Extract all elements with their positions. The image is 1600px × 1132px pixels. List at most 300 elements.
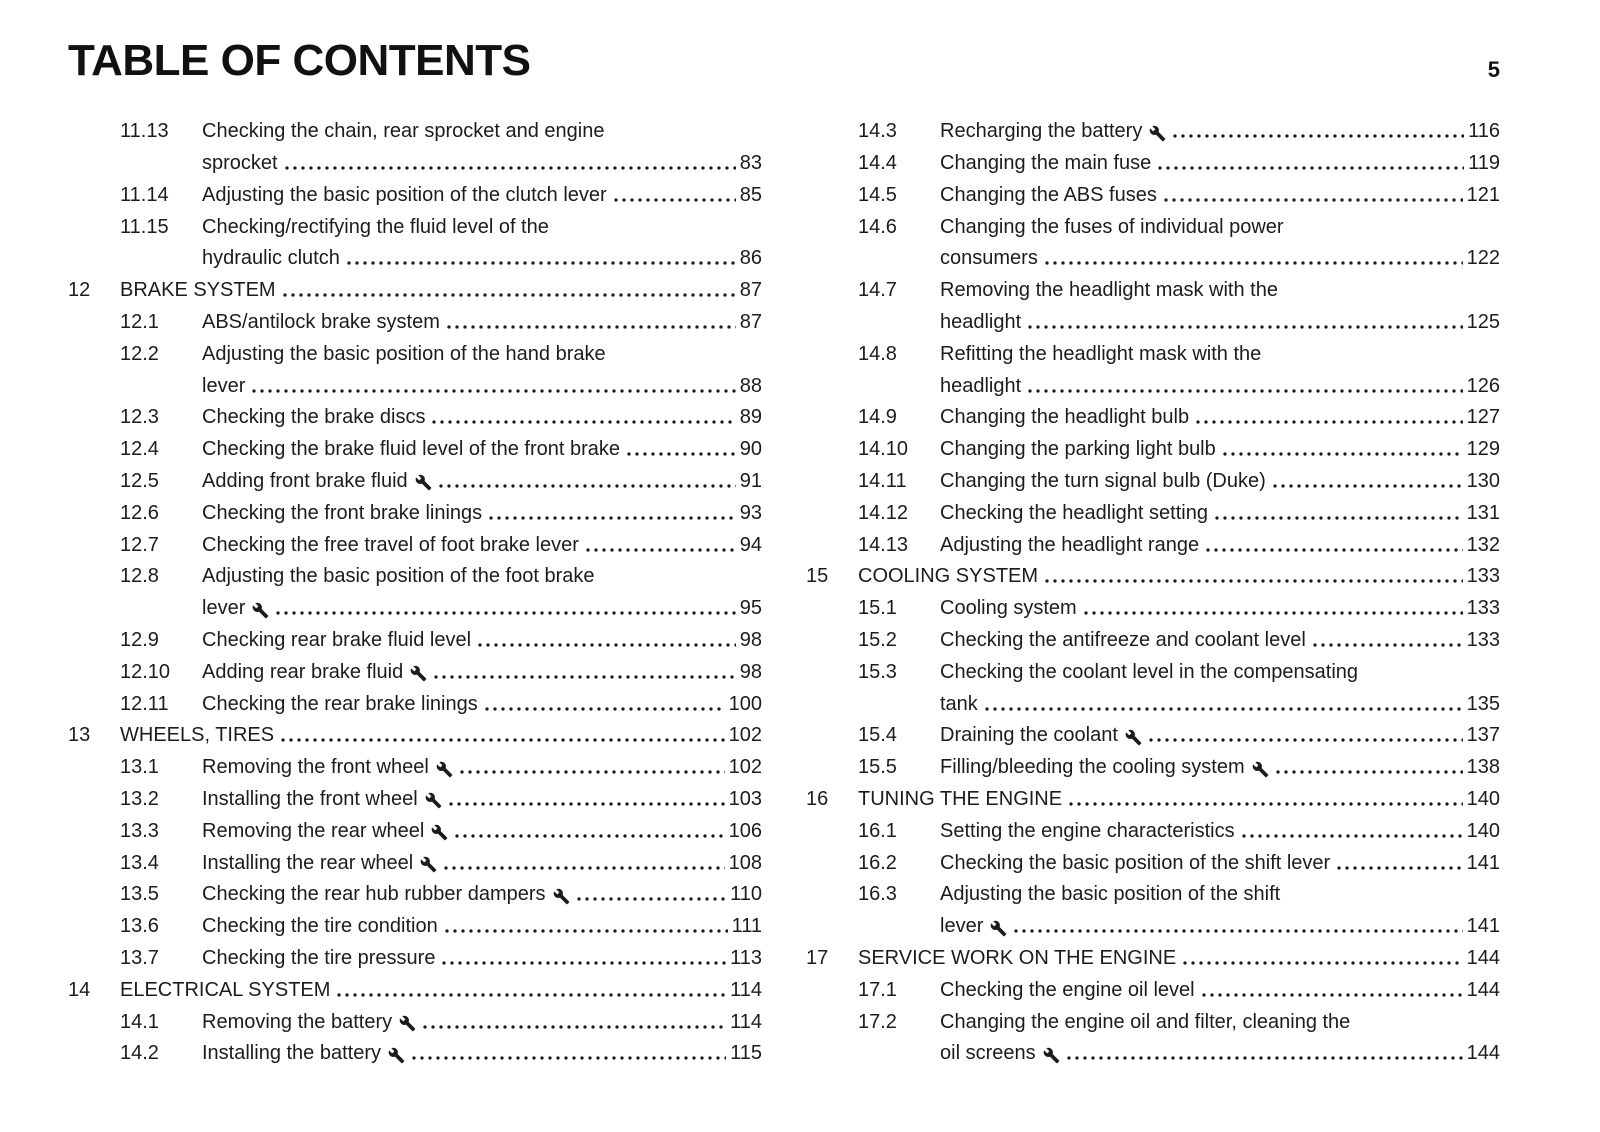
entry-title: Changing the main fuse <box>940 151 1152 174</box>
dot-leader <box>1221 452 1463 456</box>
entry-body <box>202 625 762 657</box>
dot-leader <box>410 1056 726 1060</box>
entry-page-number: 111 <box>731 915 762 938</box>
entry-number: 14.8 <box>858 342 897 365</box>
entry-number: 12.8 <box>120 565 159 588</box>
toc-section-entry <box>68 625 762 657</box>
entry-title: Adding front brake fluid <box>202 469 408 492</box>
toc-section-entry <box>806 1007 1500 1071</box>
toc-section-entry <box>806 593 1500 625</box>
dot-leader <box>274 611 735 615</box>
entry-page-number: 88 <box>739 374 762 397</box>
entry-title: lever <box>202 597 246 620</box>
entry-title: Cooling system <box>940 597 1077 620</box>
toc-chapter-entry <box>68 275 762 307</box>
entry-page-number: 90 <box>739 438 762 461</box>
entry-title: Adjusting the basic position of the hand brake <box>202 342 606 365</box>
entry-title: WHEELS, TIRES <box>120 724 275 747</box>
entry-number: 13 <box>68 724 91 747</box>
entry-body <box>202 784 762 816</box>
entry-title: Checking the rear brake linings <box>202 692 478 715</box>
toc-section-entry <box>68 1038 762 1070</box>
entry-body <box>120 720 762 752</box>
entry-title: Setting the engine characteristics <box>940 819 1235 842</box>
wrench-icon <box>420 856 437 873</box>
entry-body <box>940 593 1500 625</box>
dot-leader <box>483 707 725 711</box>
entry-title: Changing the engine oil and filter, cleaning the <box>940 1010 1351 1033</box>
dot-leader <box>584 548 736 552</box>
wrench-icon <box>431 824 448 841</box>
toc-section-entry <box>806 720 1500 752</box>
toc-section-entry <box>68 498 762 530</box>
entry-body <box>202 466 762 498</box>
dot-leader <box>437 484 736 488</box>
dot-leader <box>625 452 736 456</box>
entry-body <box>202 943 762 975</box>
entry-body <box>202 1038 762 1070</box>
entry-page-number: 93 <box>739 501 762 524</box>
entry-number: 13.2 <box>120 787 159 810</box>
entry-title: Changing the fuses of individual power <box>940 215 1284 238</box>
entry-title: Checking the antifreeze and coolant level <box>940 628 1306 651</box>
dot-leader <box>1271 484 1463 488</box>
dot-leader <box>430 420 735 424</box>
entry-body <box>858 943 1500 975</box>
entry-body <box>940 180 1500 212</box>
entry-title: Removing the front wheel <box>202 756 429 779</box>
entry-page-number: 100 <box>728 692 762 715</box>
entry-title: Adjusting the basic position of the clutch lever <box>202 183 607 206</box>
entry-body <box>940 434 1500 466</box>
entry-title: Changing the parking light bulb <box>940 438 1216 461</box>
toc-section-entry <box>806 180 1500 212</box>
entry-number: 16 <box>806 787 829 810</box>
entry-body <box>940 116 1500 148</box>
toc-section-entry <box>806 752 1500 784</box>
entry-page-number: 130 <box>1466 469 1500 492</box>
dot-leader <box>1012 929 1462 933</box>
entry-number: 12.10 <box>120 660 171 683</box>
entry-number: 12.1 <box>120 310 159 333</box>
toc-section-entry <box>68 212 762 276</box>
entry-title: SERVICE WORK ON THE ENGINE <box>858 946 1177 969</box>
entry-number: 15.2 <box>858 628 897 651</box>
entry-page-number: 133 <box>1466 628 1500 651</box>
entry-body <box>202 561 762 625</box>
entry-number: 12.3 <box>120 406 159 429</box>
dot-leader <box>250 389 735 393</box>
entry-page-number: 119 <box>1468 151 1500 174</box>
entry-title: sprocket <box>202 151 278 174</box>
entry-number: 12.5 <box>120 469 159 492</box>
toc-section-entry <box>68 911 762 943</box>
entry-title: Removing the rear wheel <box>202 819 425 842</box>
entry-number: 12.6 <box>120 501 159 524</box>
entry-number: 12.9 <box>120 628 159 651</box>
entry-body <box>940 975 1500 1007</box>
dot-leader <box>432 675 736 679</box>
entry-title: ABS/antilock brake system <box>202 310 440 333</box>
entry-title: Draining the coolant <box>940 724 1118 747</box>
wrench-icon <box>388 1047 405 1064</box>
entry-number: 14.7 <box>858 279 897 302</box>
entry-page-number: 125 <box>1466 310 1500 333</box>
entry-page-number: 113 <box>730 946 762 969</box>
entry-page-number: 89 <box>739 406 762 429</box>
dot-leader <box>1274 770 1463 774</box>
entry-body <box>858 784 1500 816</box>
toc-section-entry <box>806 816 1500 848</box>
entry-page-number: 135 <box>1466 692 1500 715</box>
entry-body <box>940 275 1500 339</box>
entry-number: 14.12 <box>858 501 909 524</box>
dot-leader <box>612 198 736 202</box>
entry-page-number: 115 <box>730 1042 762 1065</box>
dot-leader <box>447 802 725 806</box>
entry-page-number: 144 <box>1466 946 1500 969</box>
entry-number: 13.5 <box>120 883 159 906</box>
entry-page-number: 127 <box>1466 406 1500 429</box>
entry-title: Changing the headlight bulb <box>940 406 1190 429</box>
dot-leader <box>1065 1056 1463 1060</box>
dot-leader <box>983 707 1463 711</box>
entry-number: 12.4 <box>120 438 159 461</box>
toc-section-entry <box>68 879 762 911</box>
entry-body <box>202 816 762 848</box>
dot-leader <box>1026 389 1462 393</box>
entry-number: 12.2 <box>120 342 159 365</box>
wrench-icon <box>553 888 570 905</box>
toc-section-entry <box>68 689 762 721</box>
entry-body <box>940 1007 1500 1071</box>
wrench-icon <box>252 602 269 619</box>
entry-page-number: 94 <box>739 533 762 556</box>
toc-section-entry <box>806 657 1500 721</box>
toc-chapter-entry <box>806 943 1500 975</box>
entry-page-number: 106 <box>728 819 762 842</box>
entry-number: 17 <box>806 946 829 969</box>
entry-number: 13.3 <box>120 819 159 842</box>
entry-number: 15.5 <box>858 756 897 779</box>
dot-leader <box>279 738 725 742</box>
dot-leader <box>440 961 726 965</box>
toc-columns <box>68 116 1500 1070</box>
entry-title: Checking the tire condition <box>202 915 438 938</box>
wrench-icon <box>399 1015 416 1032</box>
toc-section-entry <box>68 339 762 403</box>
wrench-icon <box>410 665 427 682</box>
toc-section-entry <box>68 1007 762 1039</box>
entry-title: lever <box>940 915 984 938</box>
wrench-icon <box>415 474 432 491</box>
entry-title: Checking rear brake fluid level <box>202 628 472 651</box>
entry-page-number: 140 <box>1466 819 1500 842</box>
entry-number: 15 <box>806 565 829 588</box>
entry-page-number: 122 <box>1466 247 1500 270</box>
entry-title: tank <box>940 692 978 715</box>
dot-leader <box>453 834 724 838</box>
entry-page-number: 83 <box>739 151 762 174</box>
toc-section-entry <box>806 434 1500 466</box>
entry-title: headlight <box>940 374 1022 397</box>
entry-page-number: 141 <box>1466 915 1500 938</box>
entry-body <box>202 752 762 784</box>
entry-number: 16.3 <box>858 883 897 906</box>
entry-title: Removing the headlight mask with the <box>940 279 1278 302</box>
entry-body <box>940 879 1500 943</box>
entry-page-number: 102 <box>728 724 762 747</box>
entry-number: 14.1 <box>120 1010 159 1033</box>
entry-body <box>940 530 1500 562</box>
dot-leader <box>1204 548 1463 552</box>
entry-title: Recharging the battery <box>940 120 1143 143</box>
dot-leader <box>1082 611 1463 615</box>
toc-section-entry <box>68 530 762 562</box>
entry-page-number: 114 <box>730 1010 762 1033</box>
entry-number: 12.7 <box>120 533 159 556</box>
entry-page-number: 98 <box>739 628 762 651</box>
entry-page-number: 144 <box>1466 1042 1500 1065</box>
entry-number: 13.1 <box>120 756 159 779</box>
toc-section-entry <box>68 816 762 848</box>
toc-section-entry <box>806 498 1500 530</box>
entry-body <box>940 657 1500 721</box>
entry-title: Checking the tire pressure <box>202 946 436 969</box>
entry-number: 15.3 <box>858 660 897 683</box>
entry-body <box>202 434 762 466</box>
entry-number: 14 <box>68 978 91 1001</box>
wrench-icon <box>1043 1047 1060 1064</box>
dot-leader <box>476 643 736 647</box>
entry-body <box>202 339 762 403</box>
entry-title: Checking the front brake linings <box>202 501 483 524</box>
entry-title: hydraulic clutch <box>202 247 340 270</box>
entry-body <box>120 975 762 1007</box>
entry-body <box>202 116 762 180</box>
entry-number: 14.5 <box>858 183 897 206</box>
entry-page-number: 144 <box>1466 978 1500 1001</box>
toc-section-entry <box>806 339 1500 403</box>
entry-page-number: 132 <box>1466 533 1500 556</box>
entry-title: Installing the battery <box>202 1042 381 1065</box>
wrench-icon <box>1252 761 1269 778</box>
page-title: TABLE OF CONTENTS <box>68 36 531 85</box>
dot-leader <box>1194 420 1463 424</box>
entry-page-number: 98 <box>739 660 762 683</box>
toc-chapter-entry <box>806 561 1500 593</box>
entry-number: 12 <box>68 279 91 302</box>
wrench-icon <box>990 920 1007 937</box>
entry-page-number: 102 <box>728 756 762 779</box>
entry-page-number: 133 <box>1466 597 1500 620</box>
entry-page-number: 85 <box>739 183 762 206</box>
entry-number: 14.11 <box>858 469 907 492</box>
entry-body <box>940 720 1500 752</box>
entry-title: TUNING THE ENGINE <box>858 787 1063 810</box>
entry-body <box>202 498 762 530</box>
dot-leader <box>1043 579 1463 583</box>
toc-section-entry <box>68 116 762 180</box>
entry-body <box>202 180 762 212</box>
entry-page-number: 114 <box>730 978 762 1001</box>
dot-leader <box>442 866 724 870</box>
entry-page-number: 129 <box>1466 438 1500 461</box>
entry-number: 14.4 <box>858 151 897 174</box>
entry-page-number: 87 <box>739 310 762 333</box>
entry-title: Adjusting the basic position of the foot brake <box>202 565 595 588</box>
entry-title: Checking the engine oil level <box>940 978 1195 1001</box>
entry-page-number: 86 <box>739 247 762 270</box>
entry-body <box>202 657 762 689</box>
wrench-icon <box>436 761 453 778</box>
toc-chapter-entry <box>68 975 762 1007</box>
entry-title: Checking the brake fluid level of the front brake <box>202 438 621 461</box>
entry-page-number: 126 <box>1466 374 1500 397</box>
dot-leader <box>1240 834 1463 838</box>
wrench-icon <box>1125 729 1142 746</box>
entry-body <box>202 879 762 911</box>
entry-title: Checking the rear hub rubber dampers <box>202 883 546 906</box>
entry-title: Checking the headlight setting <box>940 501 1208 524</box>
toc-section-entry <box>806 402 1500 434</box>
entry-number: 14.13 <box>858 533 909 556</box>
entry-page-number: 138 <box>1466 756 1500 779</box>
entry-title: Adjusting the basic position of the shift <box>940 883 1281 906</box>
entry-page-number: 110 <box>730 883 762 906</box>
dot-leader <box>1156 166 1464 170</box>
toc-section-entry <box>68 307 762 339</box>
entry-number: 13.6 <box>120 915 159 938</box>
entry-body <box>202 848 762 880</box>
entry-body <box>940 339 1500 403</box>
entry-title: Adding rear brake fluid <box>202 660 404 683</box>
entry-body <box>202 402 762 434</box>
entry-title: headlight <box>940 310 1022 333</box>
entry-page-number: 140 <box>1466 787 1500 810</box>
entry-number: 17.2 <box>858 1010 897 1033</box>
entry-number: 17.1 <box>858 978 897 1001</box>
toc-section-entry <box>68 402 762 434</box>
toc-section-entry <box>806 625 1500 657</box>
entry-title: COOLING SYSTEM <box>858 565 1039 588</box>
entry-title: Checking/rectifying the fluid level of the <box>202 215 549 238</box>
dot-leader <box>335 993 726 997</box>
entry-title: consumers <box>940 247 1038 270</box>
entry-body <box>202 689 762 721</box>
entry-page-number: 133 <box>1466 565 1500 588</box>
entry-number: 16.1 <box>858 819 897 842</box>
entry-page-number: 121 <box>1466 183 1500 206</box>
toc-section-entry <box>806 848 1500 880</box>
dot-leader <box>1162 198 1463 202</box>
dot-leader <box>1026 325 1462 329</box>
entry-title: Installing the front wheel <box>202 787 418 810</box>
dot-leader <box>487 516 736 520</box>
dot-leader <box>1311 643 1463 647</box>
toc-column-right <box>806 116 1500 1070</box>
dot-leader <box>443 929 728 933</box>
entry-title: Filling/bleeding the cooling system <box>940 756 1245 779</box>
toc-section-entry <box>806 212 1500 276</box>
dot-leader <box>421 1025 726 1029</box>
page-number: 5 <box>1487 57 1500 83</box>
dot-leader <box>1200 993 1463 997</box>
toc-column-left <box>68 116 762 1070</box>
dot-leader <box>283 166 736 170</box>
entry-number: 15.1 <box>858 597 897 620</box>
dot-leader <box>1147 738 1463 742</box>
entry-title: Checking the basic position of the shift lever <box>940 851 1331 874</box>
entry-page-number: 131 <box>1466 501 1500 524</box>
entry-body <box>940 498 1500 530</box>
entry-page-number: 91 <box>739 469 762 492</box>
toc-chapter-entry <box>806 784 1500 816</box>
entry-number: 11.13 <box>120 120 169 143</box>
page-header <box>68 38 1500 84</box>
toc-chapter-entry <box>68 720 762 752</box>
toc-section-entry <box>806 879 1500 943</box>
dot-leader <box>1335 866 1462 870</box>
dot-leader <box>1213 516 1463 520</box>
entry-number: 11.15 <box>120 215 169 238</box>
dot-leader <box>1067 802 1463 806</box>
entry-title: Removing the battery <box>202 1010 393 1033</box>
entry-body <box>202 1007 762 1039</box>
entry-number: 14.10 <box>858 438 909 461</box>
entry-title: ELECTRICAL SYSTEM <box>120 978 331 1001</box>
toc-section-entry <box>68 180 762 212</box>
dot-leader <box>1171 134 1464 138</box>
entry-page-number: 87 <box>739 279 762 302</box>
toc-section-entry <box>68 752 762 784</box>
entry-page-number: 116 <box>1468 120 1500 143</box>
entry-body <box>940 402 1500 434</box>
entry-title: Refitting the headlight mask with the <box>940 342 1262 365</box>
entry-title: Checking the brake discs <box>202 406 426 429</box>
entry-page-number: 103 <box>728 787 762 810</box>
entry-number: 14.2 <box>120 1042 159 1065</box>
entry-title: Checking the chain, rear sprocket and engine <box>202 120 605 143</box>
toc-section-entry <box>68 848 762 880</box>
entry-page-number: 137 <box>1466 724 1500 747</box>
entry-body <box>202 911 762 943</box>
entry-title: Checking the free travel of foot brake lever <box>202 533 579 556</box>
toc-section-entry <box>68 943 762 975</box>
entry-body <box>940 466 1500 498</box>
entry-body <box>940 848 1500 880</box>
dot-leader <box>1181 961 1462 965</box>
dot-leader <box>458 770 725 774</box>
entry-body <box>940 625 1500 657</box>
entry-body <box>940 212 1500 276</box>
wrench-icon <box>1149 125 1166 142</box>
entry-number: 15.4 <box>858 724 897 747</box>
toc-section-entry <box>68 434 762 466</box>
entry-title: Changing the turn signal bulb (Duke) <box>940 469 1266 492</box>
entry-body <box>940 816 1500 848</box>
entry-title: Adjusting the headlight range <box>940 533 1200 556</box>
entry-title: BRAKE SYSTEM <box>120 279 276 302</box>
dot-leader <box>445 325 736 329</box>
toc-section-entry <box>806 148 1500 180</box>
toc-section-entry <box>806 975 1500 1007</box>
entry-body <box>202 212 762 276</box>
entry-body <box>858 561 1500 593</box>
dot-leader <box>281 293 736 297</box>
toc-section-entry <box>68 784 762 816</box>
entry-body <box>202 307 762 339</box>
